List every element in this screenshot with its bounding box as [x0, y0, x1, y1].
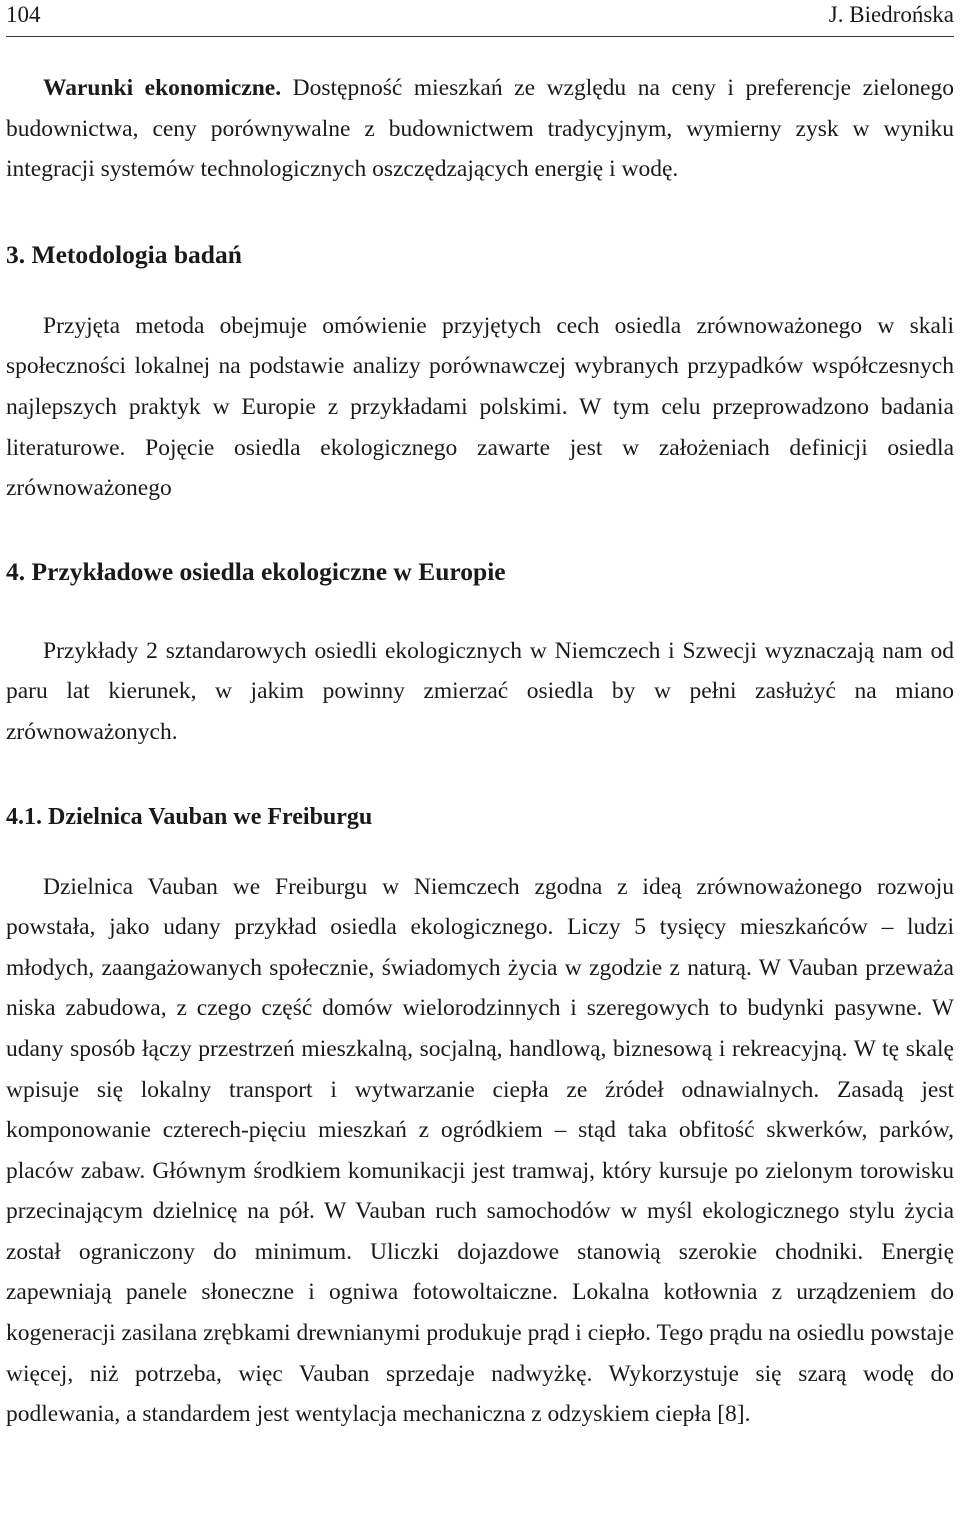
methodology-paragraph: Przyjęta metoda obejmuje omówienie przyjętych cech osiedla zrównoważonego w skali społeczności lokalnej na podstawie analizy porównawczej wybranych przypadków współczesnych najlepszych praktyk w Europie z przykładami polskimi. W tym celu przeprowadzono badania literaturowe. Pojęcie osiedla ekologicznego zawarte jest w założeniach definicji osiedla zrównoważonego [6, 312, 954, 502]
vauban-paragraph: Dzielnica Vauban we Freiburgu w Niemczech zgodna z ideą zrównoważonego rozwoju powstała, jako udany przykład osiedla ekologicznego. Liczy 5 tysięcy mieszkańców – ludzi młodych, zaangażowanych społecznie, świadomych życia w zgodzie z naturą. W Vauban przeważa niska zabudowa, z czego część domów wielorodzinnych i szeregowych to budynki pasywne. W udany sposób łączy przestrzeń mieszkalną, socjalną, handlową, biznesową i rekreacyjną. W tę skalę wpisuje się lokalny transport i wytwarzanie ciepła ze źródeł odnawialnych. Zasadą jest komponowanie czterech-pięciu mieszkań z ogródkiem – stąd taka obfitość skwerków, parków, placów zabaw. Głównym środkiem komunikacji jest tramwaj, który kursuje po zielonym torowisku przecinającym dzielnicę na pół. W Vauban ruch samochodów w myśl ekologicznego stylu życia został ograniczony do minimum. Uliczki dojazdowe stanowią szerokie chodniki. Energię zapewniają panele słoneczne i ogniwa fotowoltaiczne. Lokalna kotłownia z urządzeniem do kogeneracji zasilana zrębkami drewnianymi produkuje prąd i ciepło. Tego prądu na osiedlu powstaje więcej, niż potrzeba, więc Vauban sprzedaje nadwyżkę. Wykorzystuje się szarą wodę do podlewania, a standardem jest wentylacja mechaniczna z odzyskiem ciepła [8]. [6, 873, 954, 1428]
running-header [6, 0, 954, 37]
subsection-heading-vauban: 4.1. Dzielnica Vauban we Freiburgu [6, 803, 373, 830]
examples-paragraph: Przykłady 2 sztandarowych osiedli ekologicznych w Niemczech i Szwecji wyznaczają nam od paru lat kierunek, w jakim powinny zmierzać osiedla by w pełni zasłużyć na miano zrównoważonych. [6, 637, 954, 745]
document-page [6, 0, 954, 1435]
lead-in-label: Warunki ekonomiczne. [43, 75, 282, 101]
running-author: J. Biedrońska [828, 2, 954, 27]
page-number: 104 [6, 2, 41, 27]
section-heading-methodology: 3. Metodologia badań [6, 239, 242, 269]
intro-paragraph [6, 68, 954, 190]
section-heading-examples: 4. Przykładowe osiedla ekologiczne w Europie [6, 556, 506, 586]
intro-paragraph-text: Dostępność mieszkań ze względu na ceny i preferencje zielonego budownictwa, ceny porównywalne z budownictwem tradycyjnym, wymierny zysk w wyniku integracji systemów technologicznych oszczędzających energię i wodę. [6, 75, 955, 183]
